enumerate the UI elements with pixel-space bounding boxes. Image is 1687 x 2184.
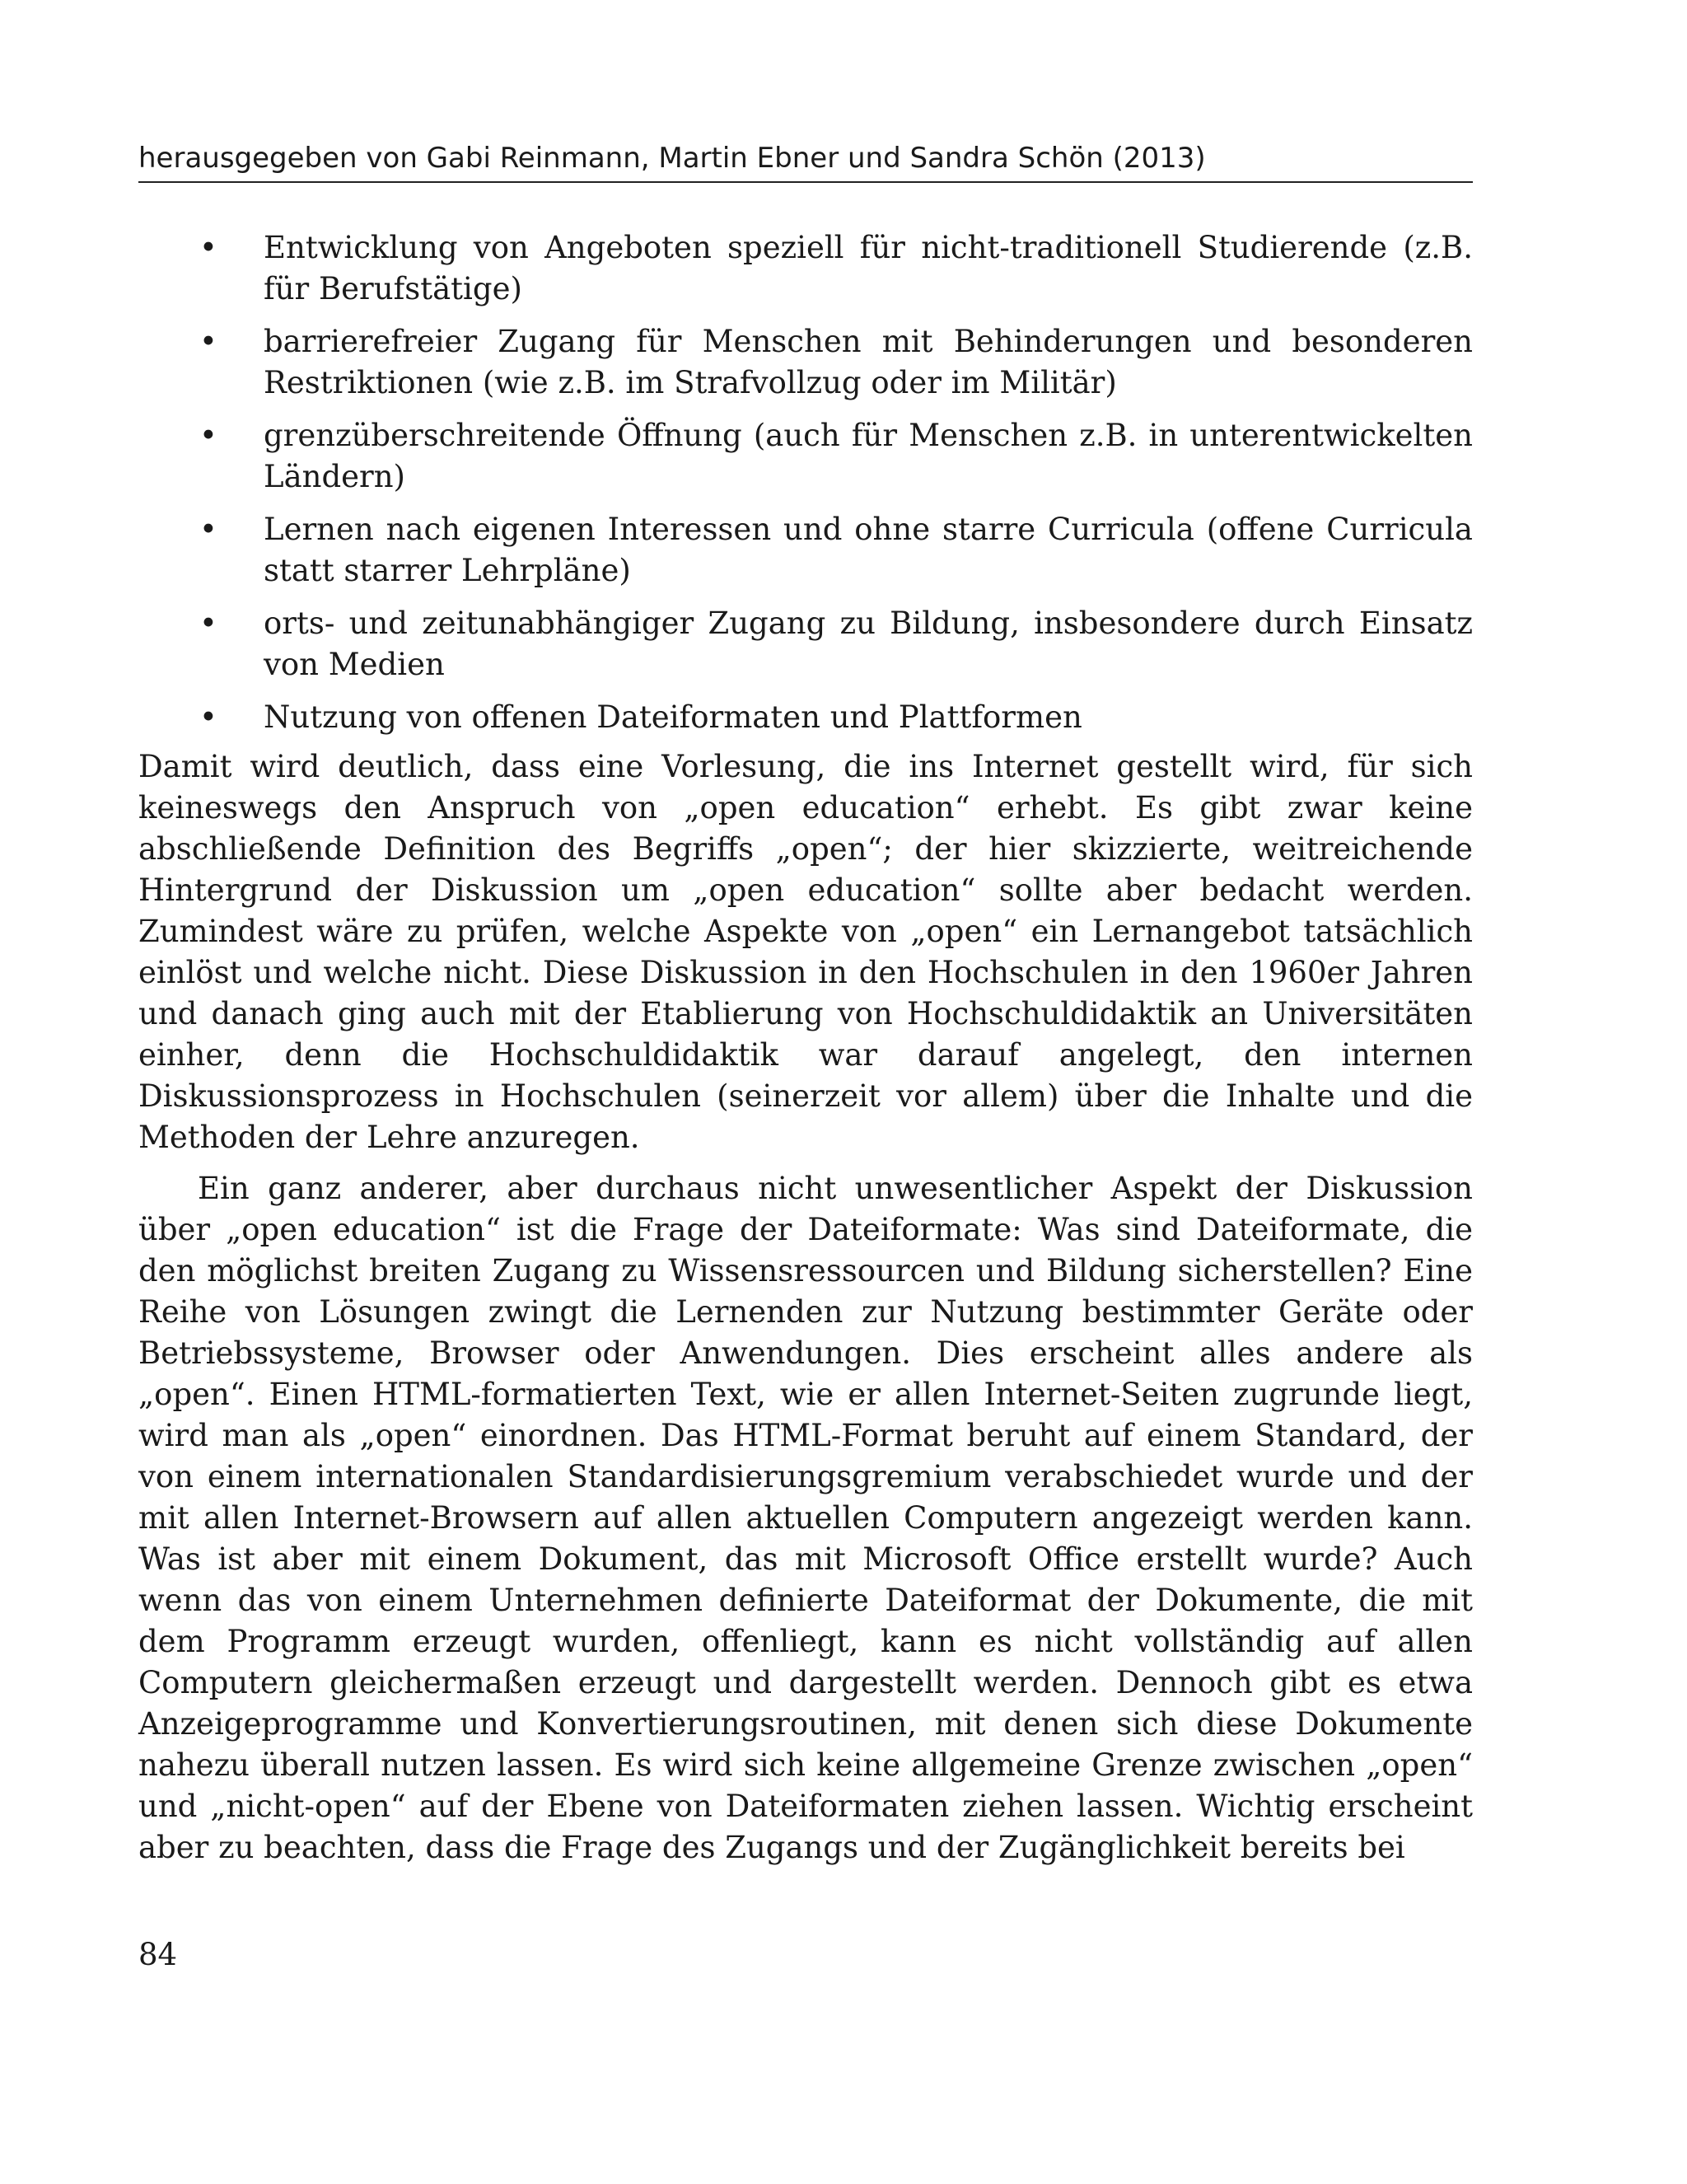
bullet-item — [138, 697, 1473, 738]
running-header-text: herausgegeben von Gabi Reinmann, Martin Ebner und Sandra Schön (2013) — [138, 142, 1206, 175]
body-paragraph: Ein ganz anderer, aber durchaus nicht unwesentlicher Aspekt der Diskussion über „open education“ ist die Frage der Dateiformate: Was sind Dateiformate, die den möglichst breiten Zugang zu Wissensressourcen und Bildung sicherstellen? Eine Reihe von Lösungen zwingt die Lernenden zur Nutzung bestimmter Geräte oder Betriebssysteme, Browser oder Anwendungen. Dies erscheint alles andere als „open“. Einen HTML-formatierten Text, wie er allen Internet-Seiten zugrunde liegt, wird man als „open“ einordnen. Das HTML-Format beruht auf einem Standard, der von einem internationalen Standardisierungsgremium verabschiedet wurde und der mit allen Internet-Browsern auf allen aktuellen Computern angezeigt werden kann. Was ist aber mit einem Dokument, das mit Microsoft Office erstellt wurde? Auch wenn das von einem Unternehmen definierte Dateiformat der Dokumente, die mit dem Programm erzeugt wurden, offenliegt, kann es nicht vollständig auf allen Computern gleichermaßen erzeugt und dargestellt werden. Dennoch gibt es etwa Anzeigeprogramme und Konvertierungsroutinen, mit denen sich diese Dokumente nahezu überall nutzen lassen. Es wird sich keine allgemeine Grenze zwischen „open“ und „nicht-open“ auf der Ebene von Dateiformaten ziehen lassen. Wichtig erscheint aber zu beachten, dass die Frage des Zugangs und der Zugänglichkeit bereits bei — [138, 1171, 1473, 1865]
bullet-item — [138, 603, 1473, 685]
bullet-marker: • — [199, 324, 217, 359]
bullet-marker: • — [199, 606, 217, 641]
bullet-text: grenzüberschreitende Öffnung (auch für Menschen z.B. in unterentwickelten Ländern) — [264, 418, 1473, 494]
bullet-text: Entwicklung von Angeboten speziell für nicht-traditionell Studierende (z.B. für Berufstätige) — [264, 230, 1473, 306]
body-paragraph: Damit wird deutlich, dass eine Vorlesung, die ins Internet gestellt wird, für sich keineswegs den Anspruch von „open education“ erhebt. Es gibt zwar keine abschließende Definition des Begriffs „open“; der hier skizzierte, weitreichende Hintergrund der Diskussion um „open education“ sollte aber bedacht werden. Zumindest wäre zu prüfen, welche Aspekte von „open“ ein Lernangebot tatsächlich einlöst und welche nicht. Diese Diskussion in den Hochschulen in den 1960er Jahren und danach ging auch mit der Etablierung von Hochschuldidaktik an Universitäten einher, denn die Hochschuldidaktik war darauf angelegt, den internen Diskussionsprozess in Hochschulen (seinerzeit vor allem) über die Inhalte und die Methoden der Lehre anzuregen. — [138, 749, 1473, 1155]
page-body — [138, 227, 1473, 1868]
bullet-text: Lernen nach eigenen Interessen und ohne starre Curricula (offene Curricula statt starrer Lehrpläne) — [264, 512, 1473, 588]
bullet-item — [138, 415, 1473, 498]
running-header — [138, 138, 1473, 183]
bullet-text: Nutzung von offenen Dateiformaten und Plattformen — [264, 699, 1082, 735]
bullet-text: barrierefreier Zugang für Menschen mit Behinderungen und besonderen Restriktionen (wie z.B. im Strafvollzug oder im Militär) — [264, 324, 1473, 400]
bullet-marker: • — [199, 230, 217, 265]
bullet-list — [138, 227, 1473, 738]
page-number: 84 — [138, 1937, 178, 1972]
bullet-item — [138, 321, 1473, 404]
bullet-text: orts- und zeitunabhängiger Zugang zu Bildung, insbesondere durch Einsatz von Medien — [264, 606, 1473, 682]
bullet-marker: • — [199, 512, 217, 547]
bullet-item — [138, 227, 1473, 310]
bullet-marker: • — [199, 418, 217, 453]
bullet-marker: • — [199, 699, 217, 735]
bullet-item — [138, 509, 1473, 592]
